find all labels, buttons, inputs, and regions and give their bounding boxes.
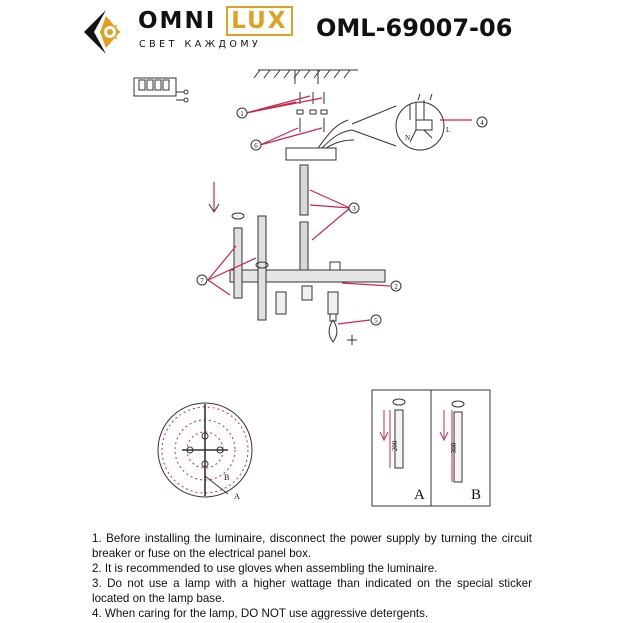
callout-3-label: 3 bbox=[352, 205, 356, 213]
central-rod-lower bbox=[300, 222, 308, 270]
bulb-holder-1 bbox=[276, 292, 286, 314]
callout-5-label: 5 bbox=[374, 317, 378, 325]
candle-bulb bbox=[329, 314, 337, 342]
ceiling bbox=[254, 70, 358, 84]
brand-tagline: СВЕТ КАЖДОМУ bbox=[139, 39, 262, 50]
bottom-view-label: A bbox=[234, 492, 240, 501]
callout-2-label: 2 bbox=[394, 283, 398, 291]
brand-name-omni: OMNI bbox=[138, 8, 217, 34]
wiring-label-n: N bbox=[405, 134, 411, 142]
bottom-view bbox=[158, 403, 252, 497]
instructions bbox=[92, 531, 532, 621]
horizontal-bar bbox=[230, 270, 385, 282]
bulb-holder-3 bbox=[328, 292, 338, 314]
instruction-4: 4. When caring for the lamp, DO NOT use aggressive detergents. bbox=[92, 607, 429, 620]
instruction-2: 2. It is recommended to use gloves when assembling the luminaire. bbox=[92, 562, 438, 575]
panel-b-label: B bbox=[471, 487, 482, 503]
central-rod bbox=[300, 165, 308, 215]
callout-4-label: 4 bbox=[480, 119, 484, 127]
terminal-block bbox=[134, 78, 188, 102]
callout-1-label: 1 bbox=[240, 110, 244, 118]
panel-a-label: A bbox=[414, 487, 425, 503]
wiring-detail bbox=[396, 94, 444, 150]
canopy bbox=[286, 148, 336, 160]
callout-6-label: 6 bbox=[254, 142, 258, 150]
brand-name-lux: LUX bbox=[226, 6, 292, 36]
arm-left bbox=[234, 228, 242, 298]
bulb-holder-2 bbox=[302, 286, 312, 300]
panel-a-dimension: 200 bbox=[391, 440, 399, 452]
model-number: OML-69007-06 bbox=[316, 14, 513, 42]
callout-7-label: 7 bbox=[200, 277, 204, 285]
panel-b-dimension: 300 bbox=[450, 442, 458, 454]
instruction-1: 1. Before installing the luminaire, disconnect the power supply by turning the circuit breaker or fuse on the electrical panel box. bbox=[92, 532, 532, 560]
supply-wires bbox=[318, 120, 354, 148]
instruction-3: 3. Do not use a lamp with a higher wattage than indicated on the special sticker located on the lamp base. bbox=[92, 577, 532, 605]
wiring-label-l: L bbox=[446, 126, 451, 134]
bottom-view-marker: B bbox=[224, 473, 230, 482]
